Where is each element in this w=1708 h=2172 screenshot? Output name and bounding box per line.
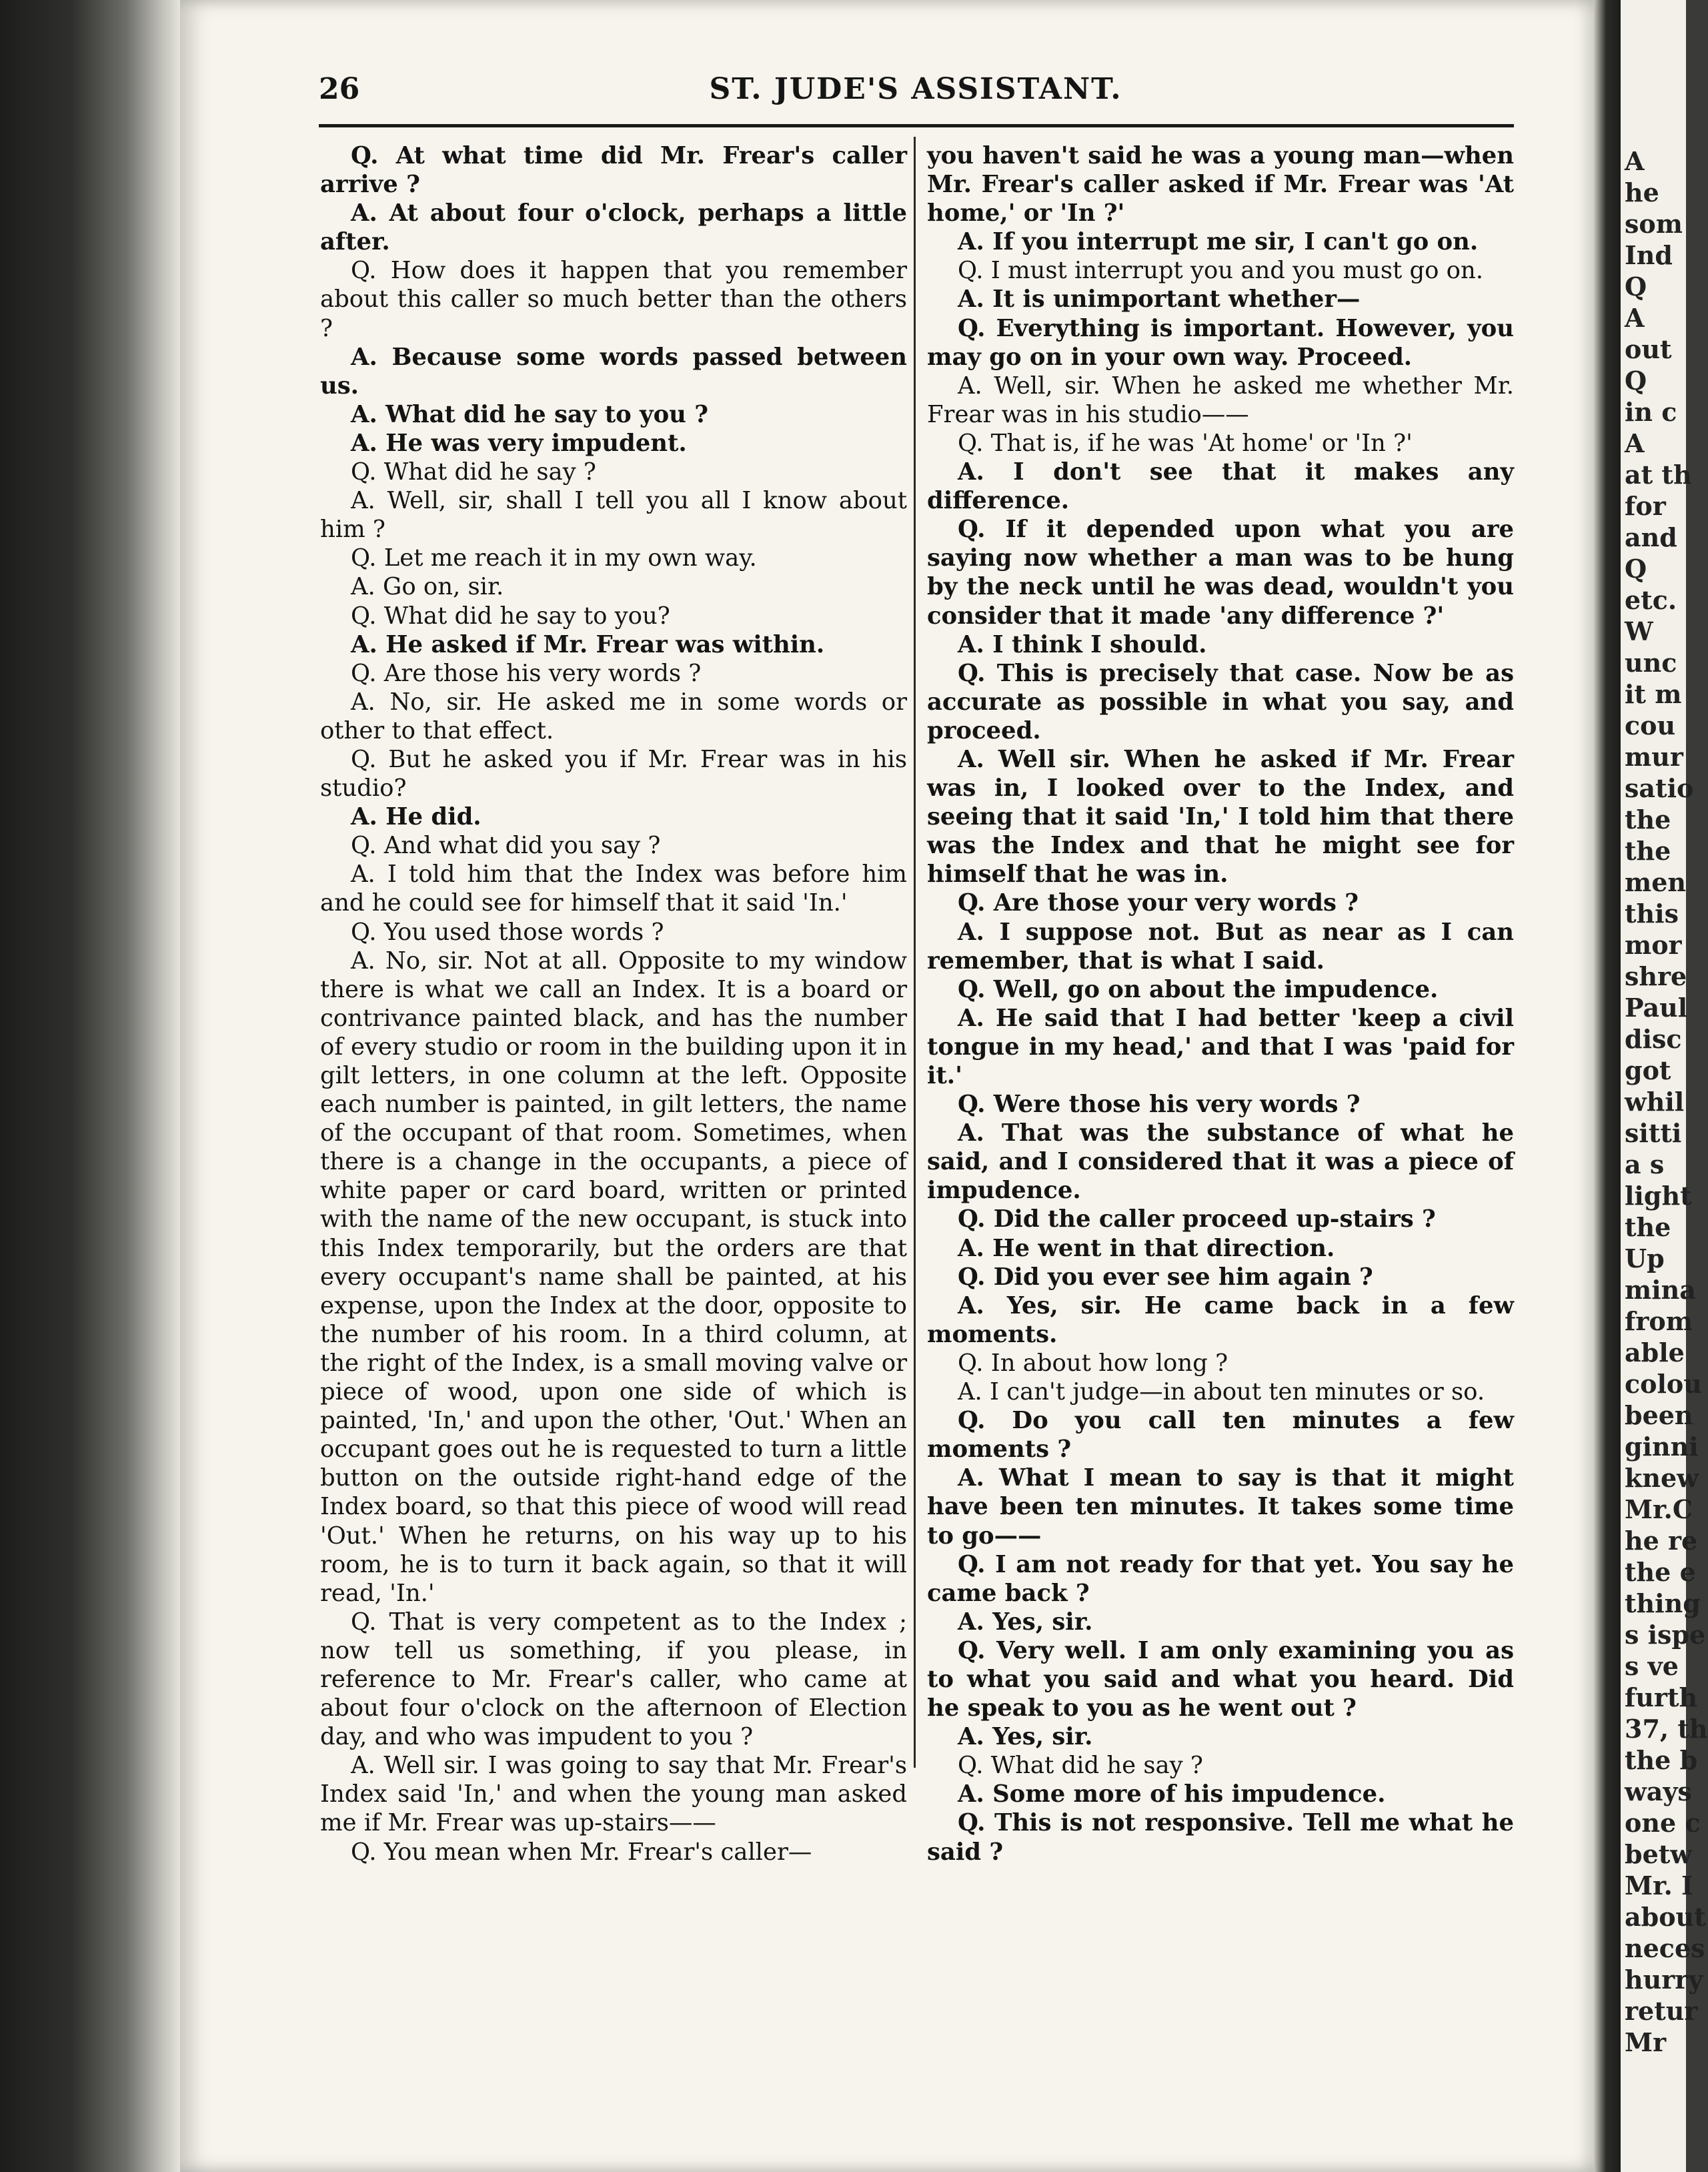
- left-column-paragraph: A. He asked if Mr. Frear was within.: [351, 630, 825, 658]
- facing-page-fragment: the: [1625, 1212, 1671, 1242]
- facing-page-fragment: Up: [1625, 1243, 1665, 1273]
- facing-page-fragment: Mr. I: [1625, 1870, 1693, 1901]
- facing-page-fragment: whil: [1625, 1087, 1685, 1117]
- facing-page-fragment: one c: [1625, 1808, 1701, 1838]
- left-column-paragraph: Q. Let me reach it in my own way.: [351, 544, 757, 572]
- facing-page-fragment: he: [1625, 177, 1659, 207]
- right-column-paragraph: Q. That is, if he was 'At home' or 'In ?': [958, 429, 1413, 457]
- facing-page-fragment: colou: [1625, 1369, 1702, 1399]
- right-column-paragraph: A. What I mean to say is that it might have been ten minutes. It takes some time to go——: [927, 1464, 1514, 1550]
- facing-page-fragment: mor: [1625, 930, 1682, 960]
- right-column-paragraph: Q. Did you ever see him again ?: [958, 1263, 1373, 1291]
- facing-page-fragment: Mr.C: [1625, 1494, 1693, 1524]
- facing-page-fragment: thing: [1625, 1588, 1701, 1618]
- column-rule: [914, 137, 916, 1768]
- left-column-paragraph: Q. How does it happen that you remember about this caller so much better than the others ?: [320, 257, 907, 342]
- right-column-paragraph: A. I think I should.: [958, 630, 1207, 658]
- facing-page-fragment: about: [1625, 1902, 1706, 1932]
- left-column-paragraph: A. No, sir. He asked me in some words or other to that effect.: [320, 688, 907, 744]
- facing-page-fragment: Mr: [1625, 2027, 1667, 2057]
- right-column-paragraph: A. If you interrupt me sir, I can't go on.: [958, 228, 1479, 256]
- facing-page-fragment: mur: [1625, 742, 1683, 772]
- facing-page-fragment: sitti: [1625, 1118, 1682, 1148]
- left-column-paragraph: A. Go on, sir.: [351, 573, 504, 601]
- facing-page-fragment: Ind: [1625, 240, 1673, 270]
- facing-page-fragment: in c: [1625, 397, 1677, 427]
- facing-page-fragment: men: [1625, 867, 1687, 897]
- facing-page-fragment: the e: [1625, 1557, 1696, 1587]
- left-column-paragraph: A. What did he say to you ?: [351, 400, 708, 428]
- left-column-paragraph: Q. At what time did Mr. Frear's caller arrive ?: [320, 142, 907, 199]
- right-column-paragraph: Q. Are those your very words ?: [958, 889, 1359, 917]
- facing-page-fragment: cou: [1625, 710, 1676, 740]
- facing-page-fragment: shre: [1625, 961, 1687, 991]
- running-head: ST. JUDE'S ASSISTANT.: [709, 72, 1122, 106]
- left-column-paragraph: A. Because some words passed between us.: [320, 343, 907, 400]
- left-column-paragraph: Q. But he asked you if Mr. Frear was in his studio?: [320, 745, 907, 802]
- right-column-paragraph: Q. Were those his very words ?: [958, 1091, 1361, 1119]
- facing-page-fragment: neces: [1625, 1933, 1705, 1963]
- facing-page-fragment: 37, th: [1625, 1714, 1708, 1744]
- facing-page-fragment: for: [1625, 491, 1666, 521]
- facing-page-fragment: the: [1625, 804, 1671, 835]
- facing-page-fragment: unc: [1625, 648, 1677, 678]
- facing-page-fragment: knew: [1625, 1463, 1699, 1493]
- left-column-paragraph: Q. And what did you say ?: [351, 832, 661, 860]
- right-column-paragraph: A. I can't judge—in about ten minutes or so.: [958, 1378, 1485, 1406]
- right-column-paragraph: you haven't said he was a young man—when Mr. Frear's caller asked if Mr. Frear was 'At home,' or 'In ?': [927, 142, 1514, 227]
- facing-page-fragment: W: [1625, 616, 1653, 646]
- right-column-paragraph: A. I suppose not. But as near as I can remember, that is what I said.: [927, 918, 1514, 975]
- facing-page-fragment: he re: [1625, 1526, 1698, 1556]
- header-rule: [319, 124, 1514, 127]
- facing-page-fragment: som: [1625, 209, 1683, 239]
- facing-page-fragment: A: [1625, 428, 1645, 458]
- left-column-paragraph: Q. What did he say ?: [351, 458, 596, 486]
- left-column-paragraph: Q. What did he say to you?: [351, 602, 670, 630]
- right-column-paragraph: A. Well, sir. When he asked me whether Mr. Frear was in his studio——: [927, 372, 1514, 428]
- right-column-paragraph: A. Some more of his impudence.: [958, 1780, 1386, 1808]
- facing-page-fragment: light: [1625, 1181, 1692, 1211]
- facing-page-fragment: s ve: [1625, 1651, 1679, 1681]
- facing-page-fragment: a s: [1625, 1149, 1665, 1179]
- left-column-paragraph: A. He did.: [351, 803, 482, 831]
- facing-page-fragment: hurry: [1625, 1965, 1703, 1995]
- right-column-paragraph: Q. Very well. I am only examining you as to what you said and what you heard. Did he speak to you as he went out ?: [927, 1636, 1514, 1722]
- right-column-paragraph: Q. This is not responsive. Tell me what he said ?: [927, 1809, 1514, 1866]
- right-column-paragraph: Q. I must interrupt you and you must go on.: [958, 257, 1484, 285]
- right-column-paragraph: Q. If it depended upon what you are saying now whether a man was to be hung by the neck until he was dead, wouldn't you consider that it made 'any difference ?': [927, 516, 1514, 630]
- left-column: [320, 141, 907, 1866]
- right-column-paragraph: A. He said that I had better 'keep a civil tongue in my head,' and that I was 'paid for it.': [927, 1004, 1514, 1089]
- facing-page-fragment: A: [1625, 303, 1645, 333]
- left-column-paragraph: Q. That is very competent as to the Index ; now tell us something, if you please, in reference to Mr. Frear's caller, who came at about four o'clock on the afternoon of Election day, and who was impudent to you ?: [320, 1608, 907, 1751]
- facing-page-fragment: ginni: [1625, 1432, 1699, 1462]
- facing-page-fragment: the b: [1625, 1745, 1698, 1775]
- right-column-paragraph: A. I don't see that it makes any difference.: [927, 458, 1514, 515]
- facing-page-fragment: retur: [1625, 1996, 1698, 2026]
- left-column-paragraph: A. No, sir. Not at all. Opposite to my window there is what we call an Index. It is a board or contrivance painted black, and has the number of every studio or room in the building upon it in gilt letters, in one column at the left. Opposite each number is painted, in gilt letters, the name of the occupant of that room. Sometimes, when there is a change in the occupants, a piece of white paper or card board, written or printed with the name of the new occupant, is stuck into this Index temporarily, but the orders are that every occupant's name shall be painted, at his expense, upon the Index at the door, opposite to the number of his room. In a third column, at the right of the Index, is a small moving valve or piece of wood, upon one side of which is painted, 'In,' and upon the other, 'Out.' When an occupant goes out he is requested to turn a little button on the outside right-hand edge of the Index board, so that this piece of wood will read 'Out.' When he returns, on his way up to his room, he is to turn it back again, so that it will read, 'In.': [320, 947, 907, 1607]
- facing-page-fragment: disc: [1625, 1024, 1682, 1054]
- right-column-paragraph: Q. What did he say ?: [958, 1752, 1203, 1780]
- facing-page-fragment: got: [1625, 1055, 1671, 1085]
- left-column-paragraph: A. He was very impudent.: [351, 429, 687, 457]
- facing-page-fragment: the: [1625, 836, 1671, 866]
- right-column-paragraph: Q. Everything is important. However, you may go on in your own way. Proceed.: [927, 314, 1514, 371]
- page-number: 26: [319, 72, 360, 106]
- facing-page-fragment: been: [1625, 1400, 1693, 1430]
- right-column-paragraph: A. That was the substance of what he said, and I considered that it was a piece of impudence.: [927, 1119, 1514, 1205]
- facing-page-fragment: betw: [1625, 1839, 1693, 1869]
- facing-page-fragment: satio: [1625, 773, 1694, 803]
- facing-page-fragment: it m: [1625, 679, 1682, 709]
- facing-page-edge: [1621, 0, 1708, 2172]
- facing-page-fragment: Q: [1625, 272, 1647, 302]
- facing-page-fragment: etc.: [1625, 585, 1677, 615]
- facing-page-fragment: Paul: [1625, 993, 1688, 1023]
- right-column-paragraph: A. It is unimportant whether—: [958, 286, 1361, 314]
- page-header: [319, 72, 1513, 112]
- facing-page-fragment: mina: [1625, 1275, 1696, 1305]
- left-column-paragraph: A. Well, sir, shall I tell you all I know about him ?: [320, 487, 907, 544]
- right-column-paragraph: A. Yes, sir.: [958, 1608, 1093, 1636]
- left-column-paragraph: A. Well sir. I was going to say that Mr. Frear's Index said 'In,' and when the young man asked me if Mr. Frear was up-stairs——: [320, 1752, 907, 1837]
- left-column-paragraph: Q. You mean when Mr. Frear's caller—: [351, 1838, 812, 1866]
- facing-page-fragment: this: [1625, 899, 1679, 929]
- facing-page-fragment: Q: [1625, 366, 1647, 396]
- facing-page-fragment: A: [1625, 146, 1645, 176]
- book-gutter-right: [1594, 0, 1621, 2172]
- facing-page-fragment: at th: [1625, 460, 1692, 490]
- facing-page-fragment: s ispe: [1625, 1620, 1706, 1650]
- right-column: [927, 141, 1514, 1866]
- left-column-paragraph: A. I told him that the Index was before him and he could see for himself that it said 'In.': [320, 861, 907, 917]
- right-column-paragraph: A. Yes, sir. He came back in a few moments.: [927, 1291, 1514, 1348]
- right-column-paragraph: Q. Well, go on about the impudence.: [958, 975, 1439, 1003]
- facing-page-fragment: out: [1625, 334, 1672, 364]
- right-column-paragraph: Q. In about how long ?: [958, 1349, 1228, 1377]
- right-column-paragraph: A. He went in that direction.: [958, 1234, 1335, 1262]
- right-column-paragraph: Q. Do you call ten minutes a few moments ?: [927, 1407, 1514, 1464]
- right-column-paragraph: A. Yes, sir.: [958, 1723, 1093, 1751]
- facing-page-fragment: from: [1625, 1306, 1693, 1336]
- facing-page-fragment: able: [1625, 1337, 1685, 1368]
- left-column-paragraph: A. At about four o'clock, perhaps a little after.: [320, 199, 907, 256]
- facing-page-fragment: furth: [1625, 1682, 1698, 1712]
- left-column-paragraph: Q. You used those words ?: [351, 918, 664, 946]
- facing-page-fragment: Q: [1625, 554, 1647, 584]
- facing-page-fragment: ways: [1625, 1776, 1692, 1806]
- facing-page-fragment: and: [1625, 522, 1677, 552]
- right-column-paragraph: Q. This is precisely that case. Now be as accurate as possible in what you say, and proceed.: [927, 659, 1514, 744]
- book-binding-left: [0, 0, 180, 2172]
- left-column-paragraph: Q. Are those his very words ?: [351, 659, 702, 687]
- right-column-paragraph: Q. I am not ready for that yet. You say he came back ?: [927, 1550, 1514, 1607]
- right-column-paragraph: Q. Did the caller proceed up-stairs ?: [958, 1205, 1436, 1233]
- right-column-paragraph: A. Well sir. When he asked if Mr. Frear was in, I looked over to the Index, and seeing that it said 'In,' I told him that there was the Index and that he might see for himself that he was in.: [927, 745, 1514, 889]
